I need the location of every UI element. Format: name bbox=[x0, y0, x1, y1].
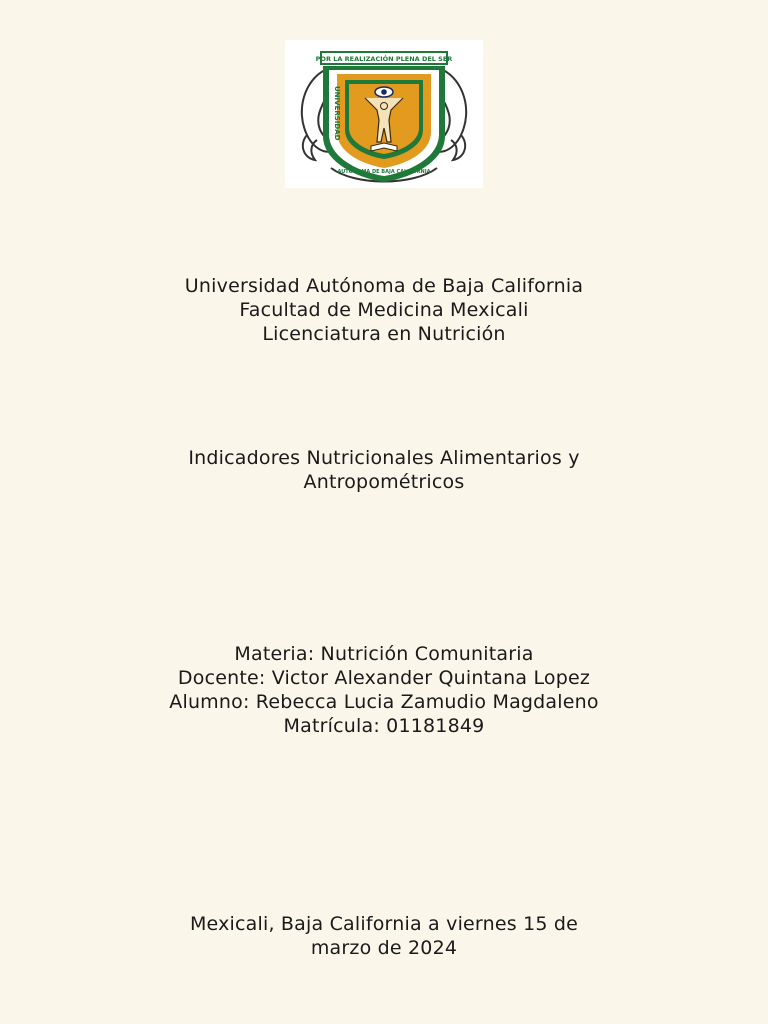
student-line: Alumno: Rebecca Lucia Zamudio Magdaleno bbox=[169, 691, 599, 713]
id-number-line: Matrícula: 01181849 bbox=[283, 715, 485, 737]
uabc-seal-icon bbox=[285, 40, 483, 188]
teacher-line: Docente: Victor Alexander Quintana Lopez bbox=[177, 667, 591, 689]
place-date-block bbox=[0, 912, 768, 960]
place-date-line-2: marzo de 2024 bbox=[310, 937, 458, 959]
faculty-name: Facultad de Medicina Mexicali bbox=[239, 299, 529, 321]
logo-ring-left-text: UNIVERSIDAD bbox=[333, 86, 341, 141]
logo-banner-text: POR LA REALIZACIÓN PLENA DEL SER bbox=[315, 55, 453, 63]
document-topic bbox=[0, 446, 768, 494]
logo-ring-bottom-text: AUTÓNOMA DE BAJA CALIFORNIA bbox=[337, 169, 431, 175]
subject-line: Materia: Nutrición Comunitaria bbox=[234, 643, 534, 665]
university-logo bbox=[285, 40, 483, 188]
topic-line-2: Antropométricos bbox=[303, 471, 465, 493]
institution-block bbox=[0, 274, 768, 346]
university-name: Universidad Autónoma de Baja California bbox=[184, 275, 584, 297]
topic-line-1: Indicadores Nutricionales Alimentarios y bbox=[188, 447, 580, 469]
course-info-block bbox=[0, 642, 768, 738]
place-date-line-1: Mexicali, Baja California a viernes 15 de bbox=[189, 913, 579, 935]
program-name: Licenciatura en Nutrición bbox=[262, 323, 506, 345]
